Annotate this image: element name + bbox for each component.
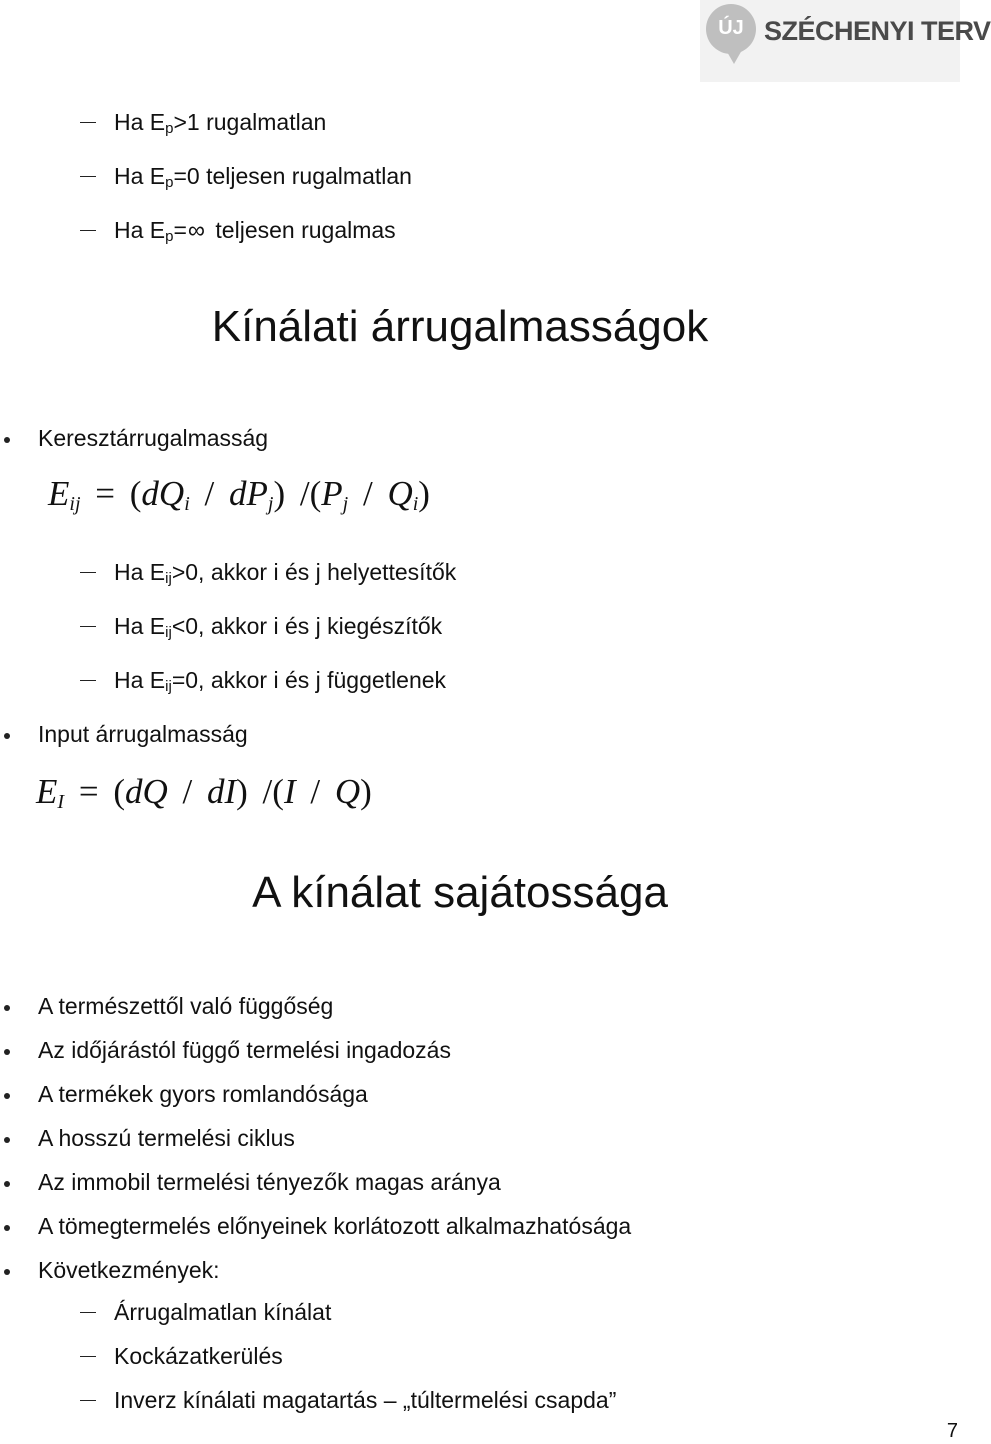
dash-marker [80,1400,96,1401]
heading-supply-characteristics: A kínálat sajátossága [252,868,668,917]
case-text: Ha $E_{ij}>0$, akkor i és j helyettesítők [114,559,457,587]
bullet-marker [4,1181,10,1187]
page-number: 7 [946,1420,958,1442]
dash-marker [80,230,96,231]
dash-marker [80,626,96,627]
bullet-marker [4,733,10,739]
logo-badge [706,4,756,54]
case-text: Ha $E_p=\infty$ teljesen rugalmas [114,217,396,245]
feature-text: A tömegtermelés előnyeinek korlátozott alkalmazhatósága [38,1213,632,1239]
consequence-text: Árrugalmatlan kínálat [114,1299,332,1325]
feature-text: Következmények: [38,1257,220,1283]
feature-text: A termékek gyors romlandósága [38,1081,368,1107]
cross-elasticity-formula: $E_{ij} = (dQ_i / dP_j)$ $/(P_j / Q_i)$ [48,474,430,515]
logo-text: SZÉCHENYI TERV [764,16,991,46]
feature-text: Az időjárástól függő termelési ingadozás [38,1037,451,1063]
logo-badge-text: ÚJ [718,17,744,39]
bullet-marker [4,1269,10,1275]
consequence-text: Kockázatkerülés [114,1343,283,1369]
case-text: Ha $E_{ij}=0$, akkor i és j függetlenek [114,667,447,695]
feature-text: Az immobil termelési tényezők magas aránya [38,1169,501,1195]
dash-marker [80,1312,96,1313]
dash-marker [80,1356,96,1357]
bullet-marker [4,1049,10,1055]
dash-marker [80,680,96,681]
case-text: Ha $E_p>1$ rugalmatlan [114,109,327,137]
dash-marker [80,122,96,123]
bullet-marker [4,1005,10,1011]
bullet-label: Keresztárrugalmasság [38,425,269,451]
feature-text: A hosszú termelési ciklus [38,1125,295,1151]
infinity-symbol: ∞ [187,217,206,244]
case-text: Ha $E_p=0$ teljesen rugalmatlan [114,163,412,191]
bullet-marker [4,1137,10,1143]
dash-marker [80,176,96,177]
input-elasticity-formula: $E_I = (dQ / dI)$ /(I / Q) [36,772,372,813]
szechenyi-logo [700,0,991,82]
bullet-marker [4,437,10,443]
case-text: Ha $E_{ij}<0$, akkor i és j kiegészítők [114,613,443,641]
dash-marker [80,572,96,573]
bullet-label: Input árrugalmasság [38,721,248,747]
bullet-marker [4,1225,10,1231]
consequence-text: Inverz kínálati magatartás – „túltermelési csapda” [114,1387,617,1413]
bullet-marker [4,1093,10,1099]
feature-text: A természettől való függőség [38,993,334,1019]
heading-supply-elasticities: Kínálati árrugalmasságok [211,302,709,351]
logo-badge-tail [726,50,742,64]
